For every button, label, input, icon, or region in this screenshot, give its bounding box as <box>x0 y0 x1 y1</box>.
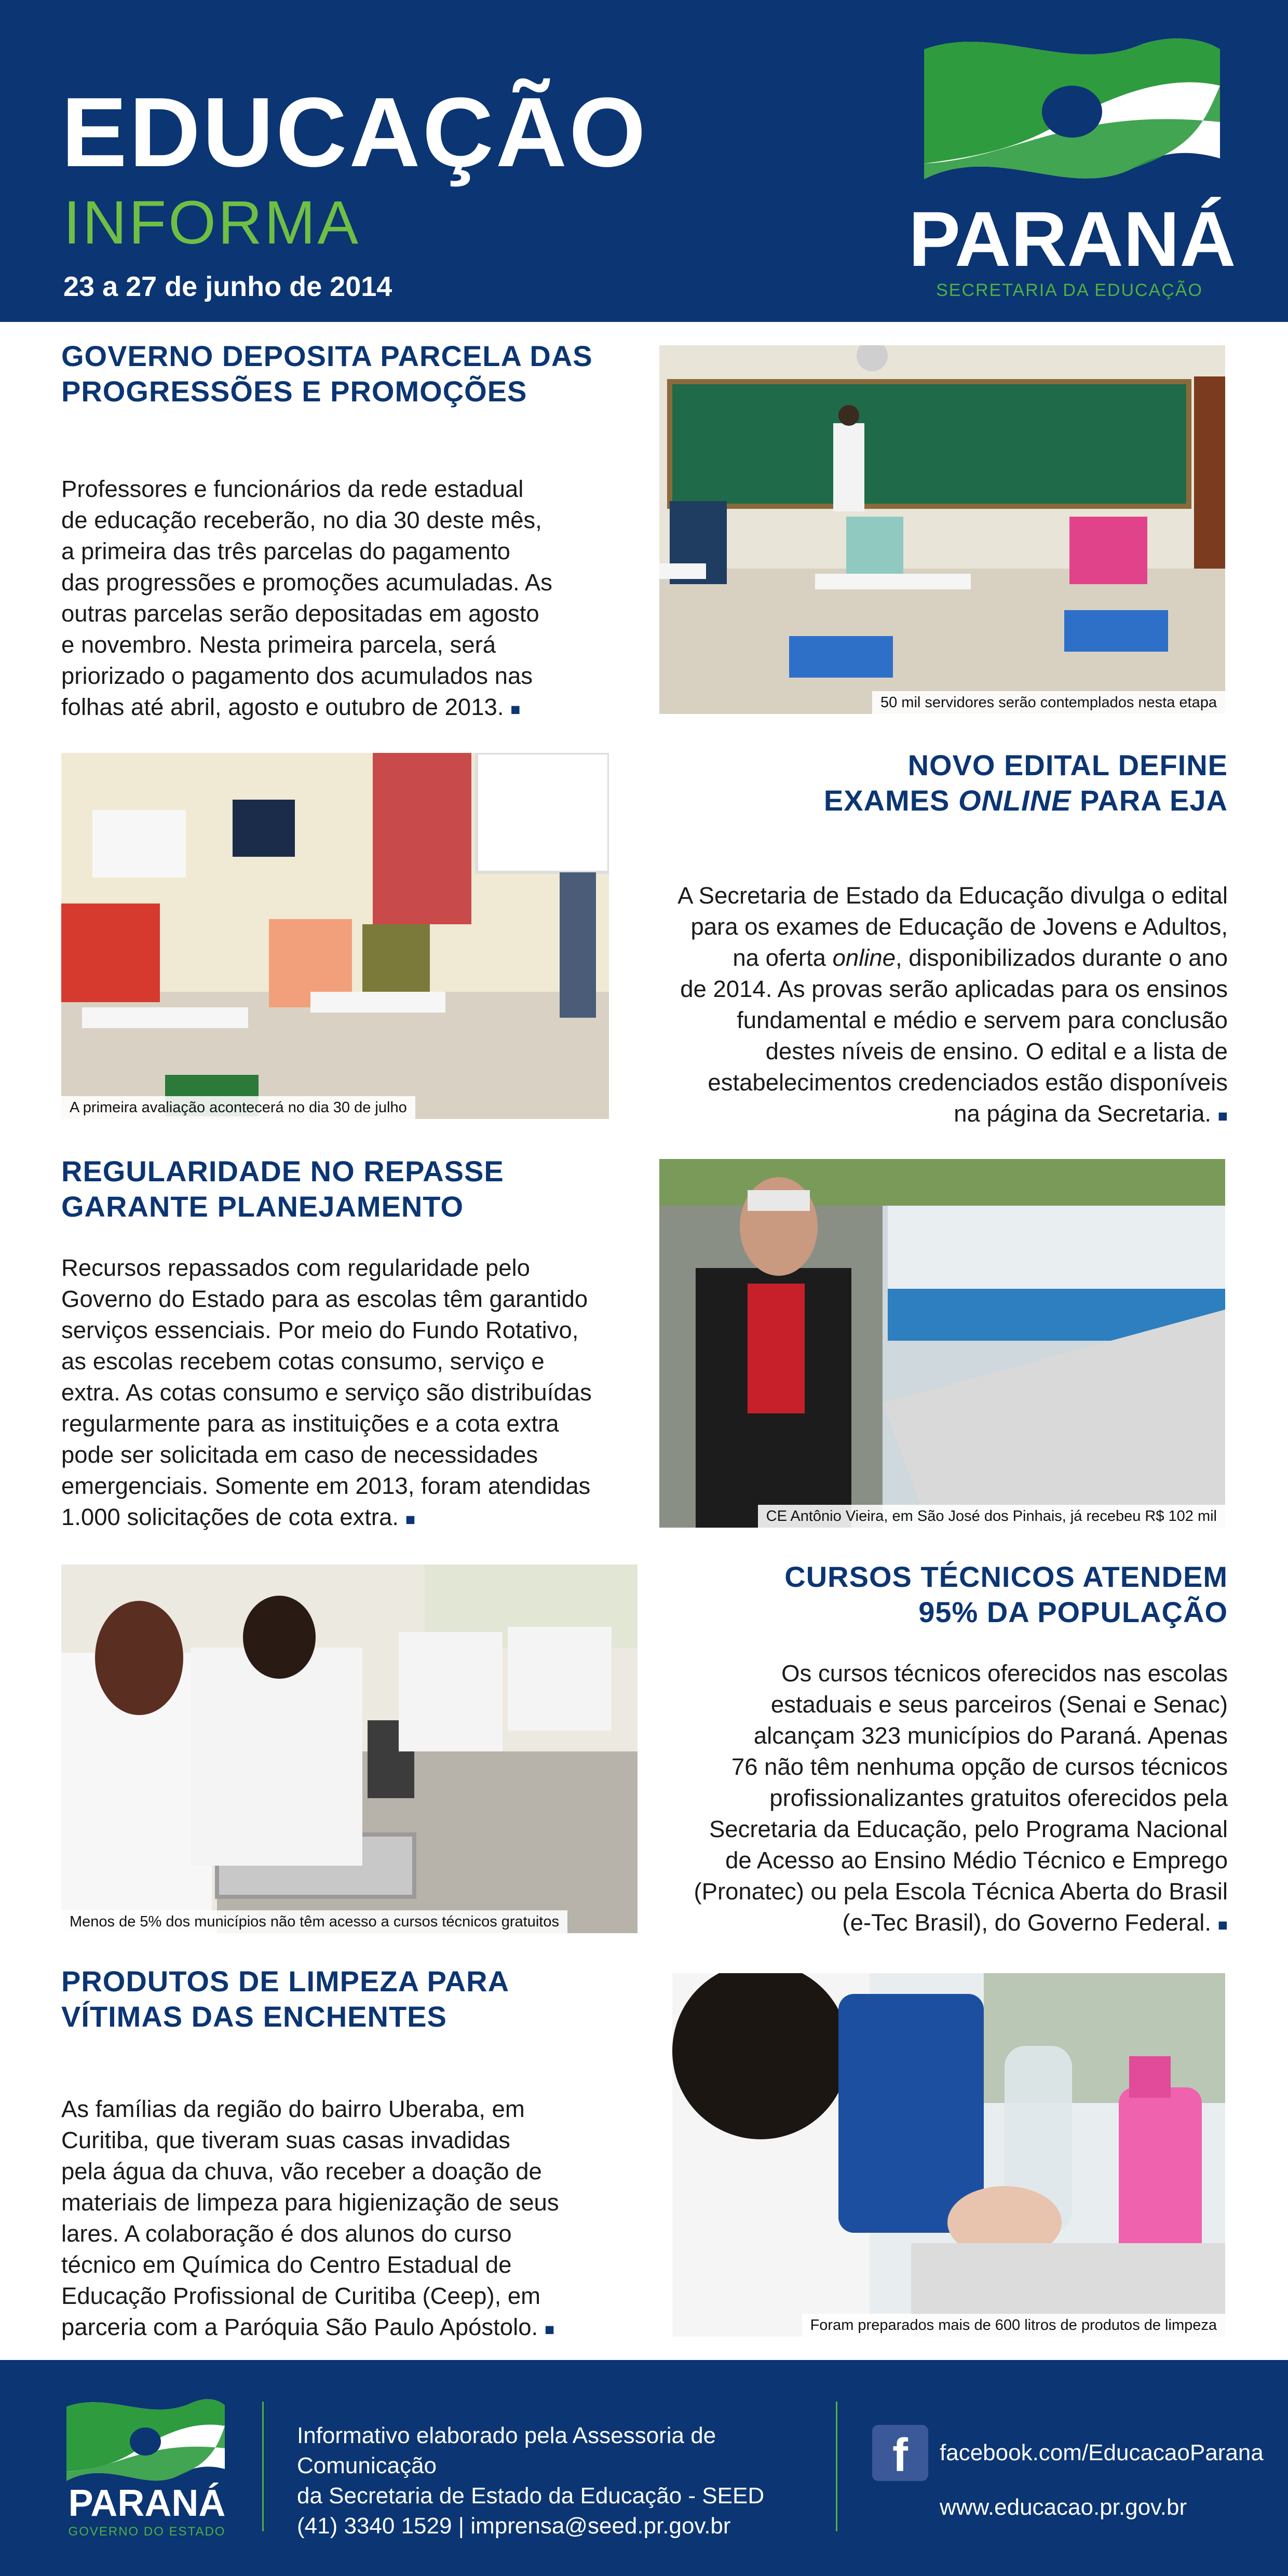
body-line: a primeira das três parcelas do pagamento <box>61 538 510 564</box>
article-2-body <box>639 880 1228 1131</box>
headline-line: GOVERNO DEPOSITA PARCELA DAS <box>61 340 593 372</box>
article-3-photo <box>659 1159 1225 1528</box>
body-line: Educação Profissional de Curitiba (Ceep), em <box>61 2283 541 2309</box>
headline-line: REGULARIDADE NO REPASSE <box>61 1155 504 1188</box>
body-line: técnico em Química do Centro Estadual de <box>61 2251 512 2278</box>
footer-info <box>297 2421 816 2541</box>
body-line: outras parcelas serão depositadas em agosto <box>61 600 539 627</box>
body-line: pode ser solicitada em caso de necessidades <box>61 1441 538 1468</box>
headline-line: PROGRESSÕES E PROMOÇÕES <box>61 375 527 408</box>
facebook-icon[interactable]: f <box>872 2425 928 2481</box>
article-5-photo <box>672 1973 1225 2337</box>
body-line <box>639 942 1228 974</box>
end-mark-icon: ■ <box>1217 1916 1228 1934</box>
footer-brand-name: PARANÁ <box>68 2483 226 2524</box>
footer-brand-sub: GOVERNO DO ESTADO <box>68 2525 226 2539</box>
footer-parana-flag-logo <box>61 2394 227 2485</box>
headline-emphasis: ONLINE <box>958 784 1072 817</box>
end-mark-icon: ■ <box>544 2320 555 2339</box>
body-line: emergenciais. Somente em 2013, foram atendidas <box>61 1473 591 1499</box>
end-mark-icon: ■ <box>1217 1107 1228 1125</box>
photo-caption: A primeira avaliação acontecerá no dia 30 de julho <box>61 1096 415 1119</box>
body-line: estaduais e seus parceiros (Senai e Senac) <box>770 1691 1228 1718</box>
photo-caption: CE Antônio Vieira, em São José dos Pinhais, já recebeu R$ 102 mil <box>758 1505 1225 1528</box>
headline-line: CURSOS TÉCNICOS ATENDEM <box>784 1560 1228 1593</box>
body-line: e novembro. Nesta primeira parcela, será <box>61 631 496 658</box>
article-3-body <box>61 1252 658 1535</box>
article-1-photo <box>659 345 1225 714</box>
headline-line: 95% DA POPULAÇÃO <box>918 1596 1228 1628</box>
body-line: de Acesso ao Ensino Médio Técnico e Emprego <box>725 1847 1228 1873</box>
headline-line: GARANTE PLANEJAMENTO <box>61 1190 464 1223</box>
newsletter-subtitle: INFORMA <box>63 188 361 257</box>
body-line: A Secretaria de Estado da Educação divulga o edital <box>677 882 1228 909</box>
article-1-headline <box>61 339 658 409</box>
body-line: parceria com a Paróquia São Paulo Apóstolo. <box>61 2314 538 2340</box>
body-line: Professores e funcionários da rede estadual <box>61 476 524 502</box>
body-line: as escolas recebem cotas consumo, serviço e <box>61 1348 545 1374</box>
article-5-body <box>61 2094 658 2345</box>
footer-info-line: Informativo elaborado pela Assessoria de Comunicação <box>297 2423 716 2478</box>
body-line: estabelecimentos credenciados estão disponíveis <box>708 1069 1228 1096</box>
body-line: (Pronatec) ou pela Escola Técnica Aberta do Brasil <box>694 1878 1228 1905</box>
headline-line: VÍTIMAS DAS ENCHENTES <box>61 2000 447 2033</box>
footer-divider <box>262 2402 264 2531</box>
body-line: alcançam 323 municípios do Paraná. Apenas <box>753 1722 1228 1749</box>
body-line: fundamental e médio e servem para conclusão <box>737 1007 1228 1033</box>
article-4-body <box>639 1658 1228 1940</box>
photo-caption: Menos de 5% dos municípios não têm acesso a cursos técnicos gratuitos <box>61 1910 567 1933</box>
body-line: materiais de limpeza para higienização de seus <box>61 2189 559 2216</box>
body-text: na oferta <box>733 945 833 971</box>
issue-date: 23 a 27 de junho de 2014 <box>63 271 392 302</box>
newsletter-title: EDUCAÇÃO <box>61 77 648 187</box>
body-line: lares. A colaboração é dos alunos do curso <box>61 2220 512 2247</box>
body-line: extra. As cotas consumo e serviço são distribuídas <box>61 1379 592 1406</box>
body-line: folhas até abril, agosto e outubro de 2013. <box>61 694 504 720</box>
body-line: serviços essenciais. Por meio do Fundo Rotativo, <box>61 1317 579 1343</box>
body-line: priorizado o pagamento dos acumulados nas <box>61 663 533 689</box>
article-2-photo <box>61 753 609 1119</box>
body-line: Os cursos técnicos oferecidos nas escolas <box>781 1660 1228 1687</box>
body-line: Secretaria da Educação, pelo Programa Nacional <box>709 1816 1228 1842</box>
photo-caption: 50 mil servidores serão contemplados nesta etapa <box>872 691 1225 714</box>
headline-text: PARA EJA <box>1071 784 1228 817</box>
article-4-headline <box>639 1559 1228 1630</box>
body-line: regularmente para as instituições e a cota extra <box>61 1410 559 1437</box>
headline-line: PRODUTOS DE LIMPEZA PARA <box>61 1965 510 1998</box>
headline-line <box>639 783 1228 818</box>
body-line: (e-Tec Brasil), do Governo Federal. <box>842 1909 1212 1936</box>
headline-line: NOVO EDITAL DEFINE <box>907 749 1228 781</box>
body-line: 1.000 solicitações de cota extra. <box>61 1504 399 1530</box>
body-line: de 2014. As provas serão aplicadas para os ensinos <box>680 976 1228 1002</box>
photo-caption: Foram preparados mais de 600 litros de produtos de limpeza <box>802 2314 1225 2337</box>
headline-text: EXAMES <box>823 784 958 817</box>
body-emphasis: online <box>832 945 896 971</box>
end-mark-icon: ■ <box>510 700 521 719</box>
body-text: , disponibilizados durante o ano <box>896 945 1228 971</box>
website-link[interactable]: www.educacao.pr.gov.br <box>940 2494 1187 2520</box>
body-line: Governo do Estado para as escolas têm garantido <box>61 1286 588 1312</box>
body-line: destes níveis de ensino. O edital e a lista de <box>765 1038 1228 1064</box>
article-1-body <box>61 474 658 725</box>
body-line: de educação receberão, no dia 30 deste mês, <box>61 507 542 533</box>
body-line: para os exames de Educação de Jovens e Adultos, <box>690 913 1228 940</box>
facebook-link[interactable]: facebook.com/EducacaoParana <box>940 2440 1264 2465</box>
body-line: Recursos repassados com regularidade pelo <box>61 1255 530 1281</box>
body-line: Curitiba, que tiveram suas casas invadidas <box>61 2127 510 2153</box>
body-line: As famílias da região do bairro Uberaba, em <box>61 2096 525 2122</box>
article-4-photo <box>61 1565 638 1933</box>
body-line: na página da Secretaria. <box>954 1100 1212 1127</box>
body-line: 76 não têm nenhuma opção de cursos técnicos <box>731 1754 1228 1780</box>
footer-divider <box>836 2402 837 2531</box>
end-mark-icon: ■ <box>405 1510 416 1529</box>
article-5-headline <box>61 1964 658 2034</box>
parana-flag-logo <box>914 29 1225 200</box>
body-line: das progressões e promoções acumuladas. As <box>61 569 552 596</box>
footer-info-line: da Secretaria de Estado da Educação - SEED <box>297 2483 765 2508</box>
body-line: profissionalizantes gratuitos oferecidos pela <box>769 1785 1228 1811</box>
secretaria-label: SECRETARIA DA EDUCAÇÃO <box>936 280 1203 300</box>
footer-info-line: (41) 3340 1529 | imprensa@seed.pr.gov.br <box>297 2513 731 2539</box>
article-3-headline <box>61 1154 658 1224</box>
article-2-headline <box>639 748 1228 818</box>
body-line: pela água da chuva, vão receber a doação de <box>61 2158 542 2184</box>
parana-brand-name: PARANÁ <box>909 195 1236 282</box>
